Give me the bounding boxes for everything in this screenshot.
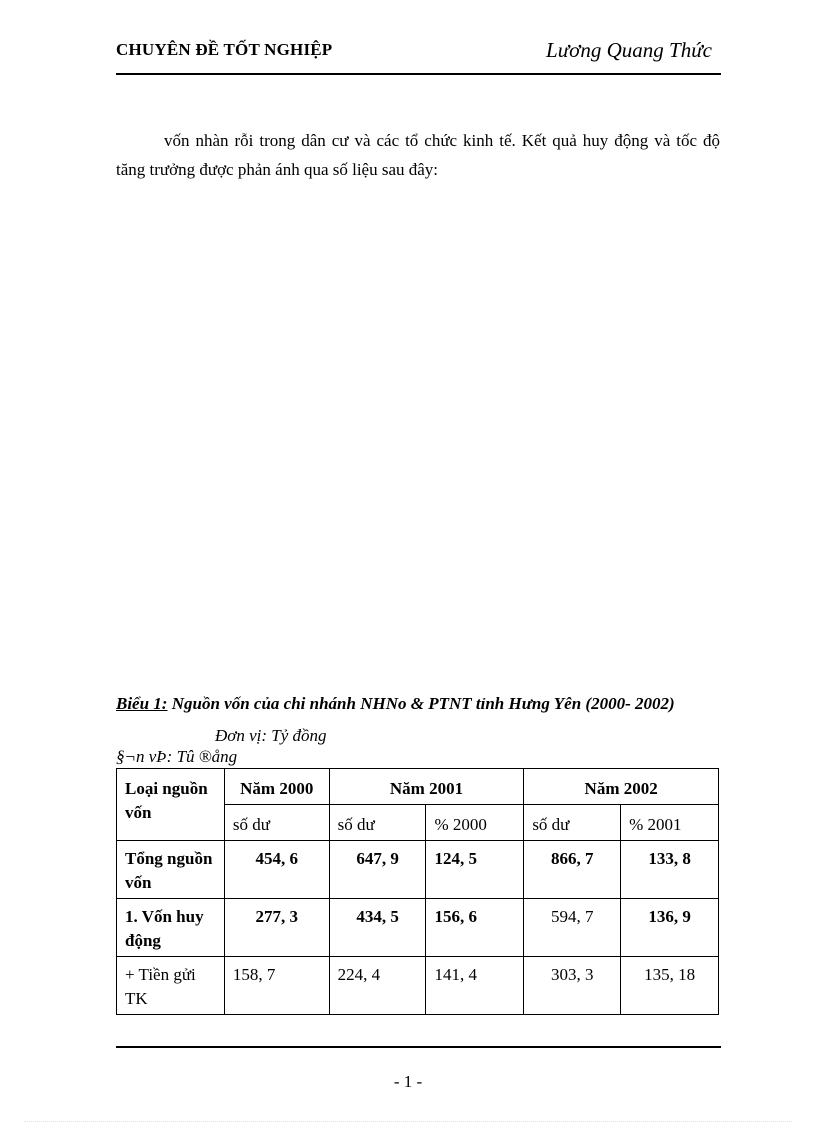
table-cell: 133, 8 — [621, 841, 719, 899]
table-cell: 434, 5 — [329, 899, 426, 957]
table-cell: 454, 6 — [224, 841, 329, 899]
table-cell: 136, 9 — [621, 899, 719, 957]
table-cell: 303, 3 — [524, 957, 621, 1015]
table-unit-garbled: §¬n vÞ: Tû ®ång — [116, 747, 238, 766]
document-header-title: CHUYÊN ĐỀ TỐT NGHIỆP — [116, 40, 333, 59]
table-cell: 156, 6 — [426, 899, 524, 957]
table-header-row — [117, 769, 719, 805]
capital-source-table — [116, 768, 719, 1015]
table-cell: 594, 7 — [524, 899, 621, 957]
table-cell: 135, 18 — [621, 957, 719, 1015]
table-unit: Đơn vị: Tỷ đồng — [215, 726, 327, 745]
subheader-cell: số dư — [524, 805, 621, 841]
page-edge — [24, 1121, 792, 1122]
body-paragraph — [116, 126, 720, 184]
subheader-cell: số dư — [224, 805, 329, 841]
table-cell: 158, 7 — [224, 957, 329, 1015]
table-cell: 866, 7 — [524, 841, 621, 899]
table-cell: 647, 9 — [329, 841, 426, 899]
header-divider — [116, 73, 721, 75]
table-caption-text: Nguồn vốn của chi nhánh NHNo & PTNT tỉnh Hưng Yên (2000- 2002) — [167, 694, 675, 713]
table-cell: 124, 5 — [426, 841, 524, 899]
subheader-cell: % 2001 — [621, 805, 719, 841]
header-cell-year-2001: Năm 2001 — [329, 769, 524, 805]
header-cell-type: Loại nguồn vốn — [117, 769, 225, 841]
table-cell: 277, 3 — [224, 899, 329, 957]
subheader-cell: số dư — [329, 805, 426, 841]
row-label: Tổng nguồn vốn — [117, 841, 225, 899]
table-caption — [116, 694, 675, 714]
document-header-author: Lương Quang Thức — [546, 38, 712, 62]
table-row — [117, 841, 719, 899]
table-cell: 141, 4 — [426, 957, 524, 1015]
header-cell-year-2002: Năm 2002 — [524, 769, 719, 805]
body-paragraph-text: vốn nhàn rỗi trong dân cư và các tổ chức kinh tế. Kết quả huy động và tốc độ tăng trưởng được phản ánh qua số liệu sau đây: — [116, 131, 720, 179]
header-cell-year-2000: Năm 2000 — [224, 769, 329, 805]
footer-divider — [116, 1046, 721, 1048]
table-row — [117, 957, 719, 1015]
table-cell: 224, 4 — [329, 957, 426, 1015]
row-label: 1. Vốn huy động — [117, 899, 225, 957]
row-label: + Tiền gửi TK — [117, 957, 225, 1015]
table-row — [117, 899, 719, 957]
page-number: - 1 - — [393, 1072, 423, 1091]
table-caption-label: Biểu 1: — [116, 694, 168, 713]
subheader-cell: % 2000 — [426, 805, 524, 841]
